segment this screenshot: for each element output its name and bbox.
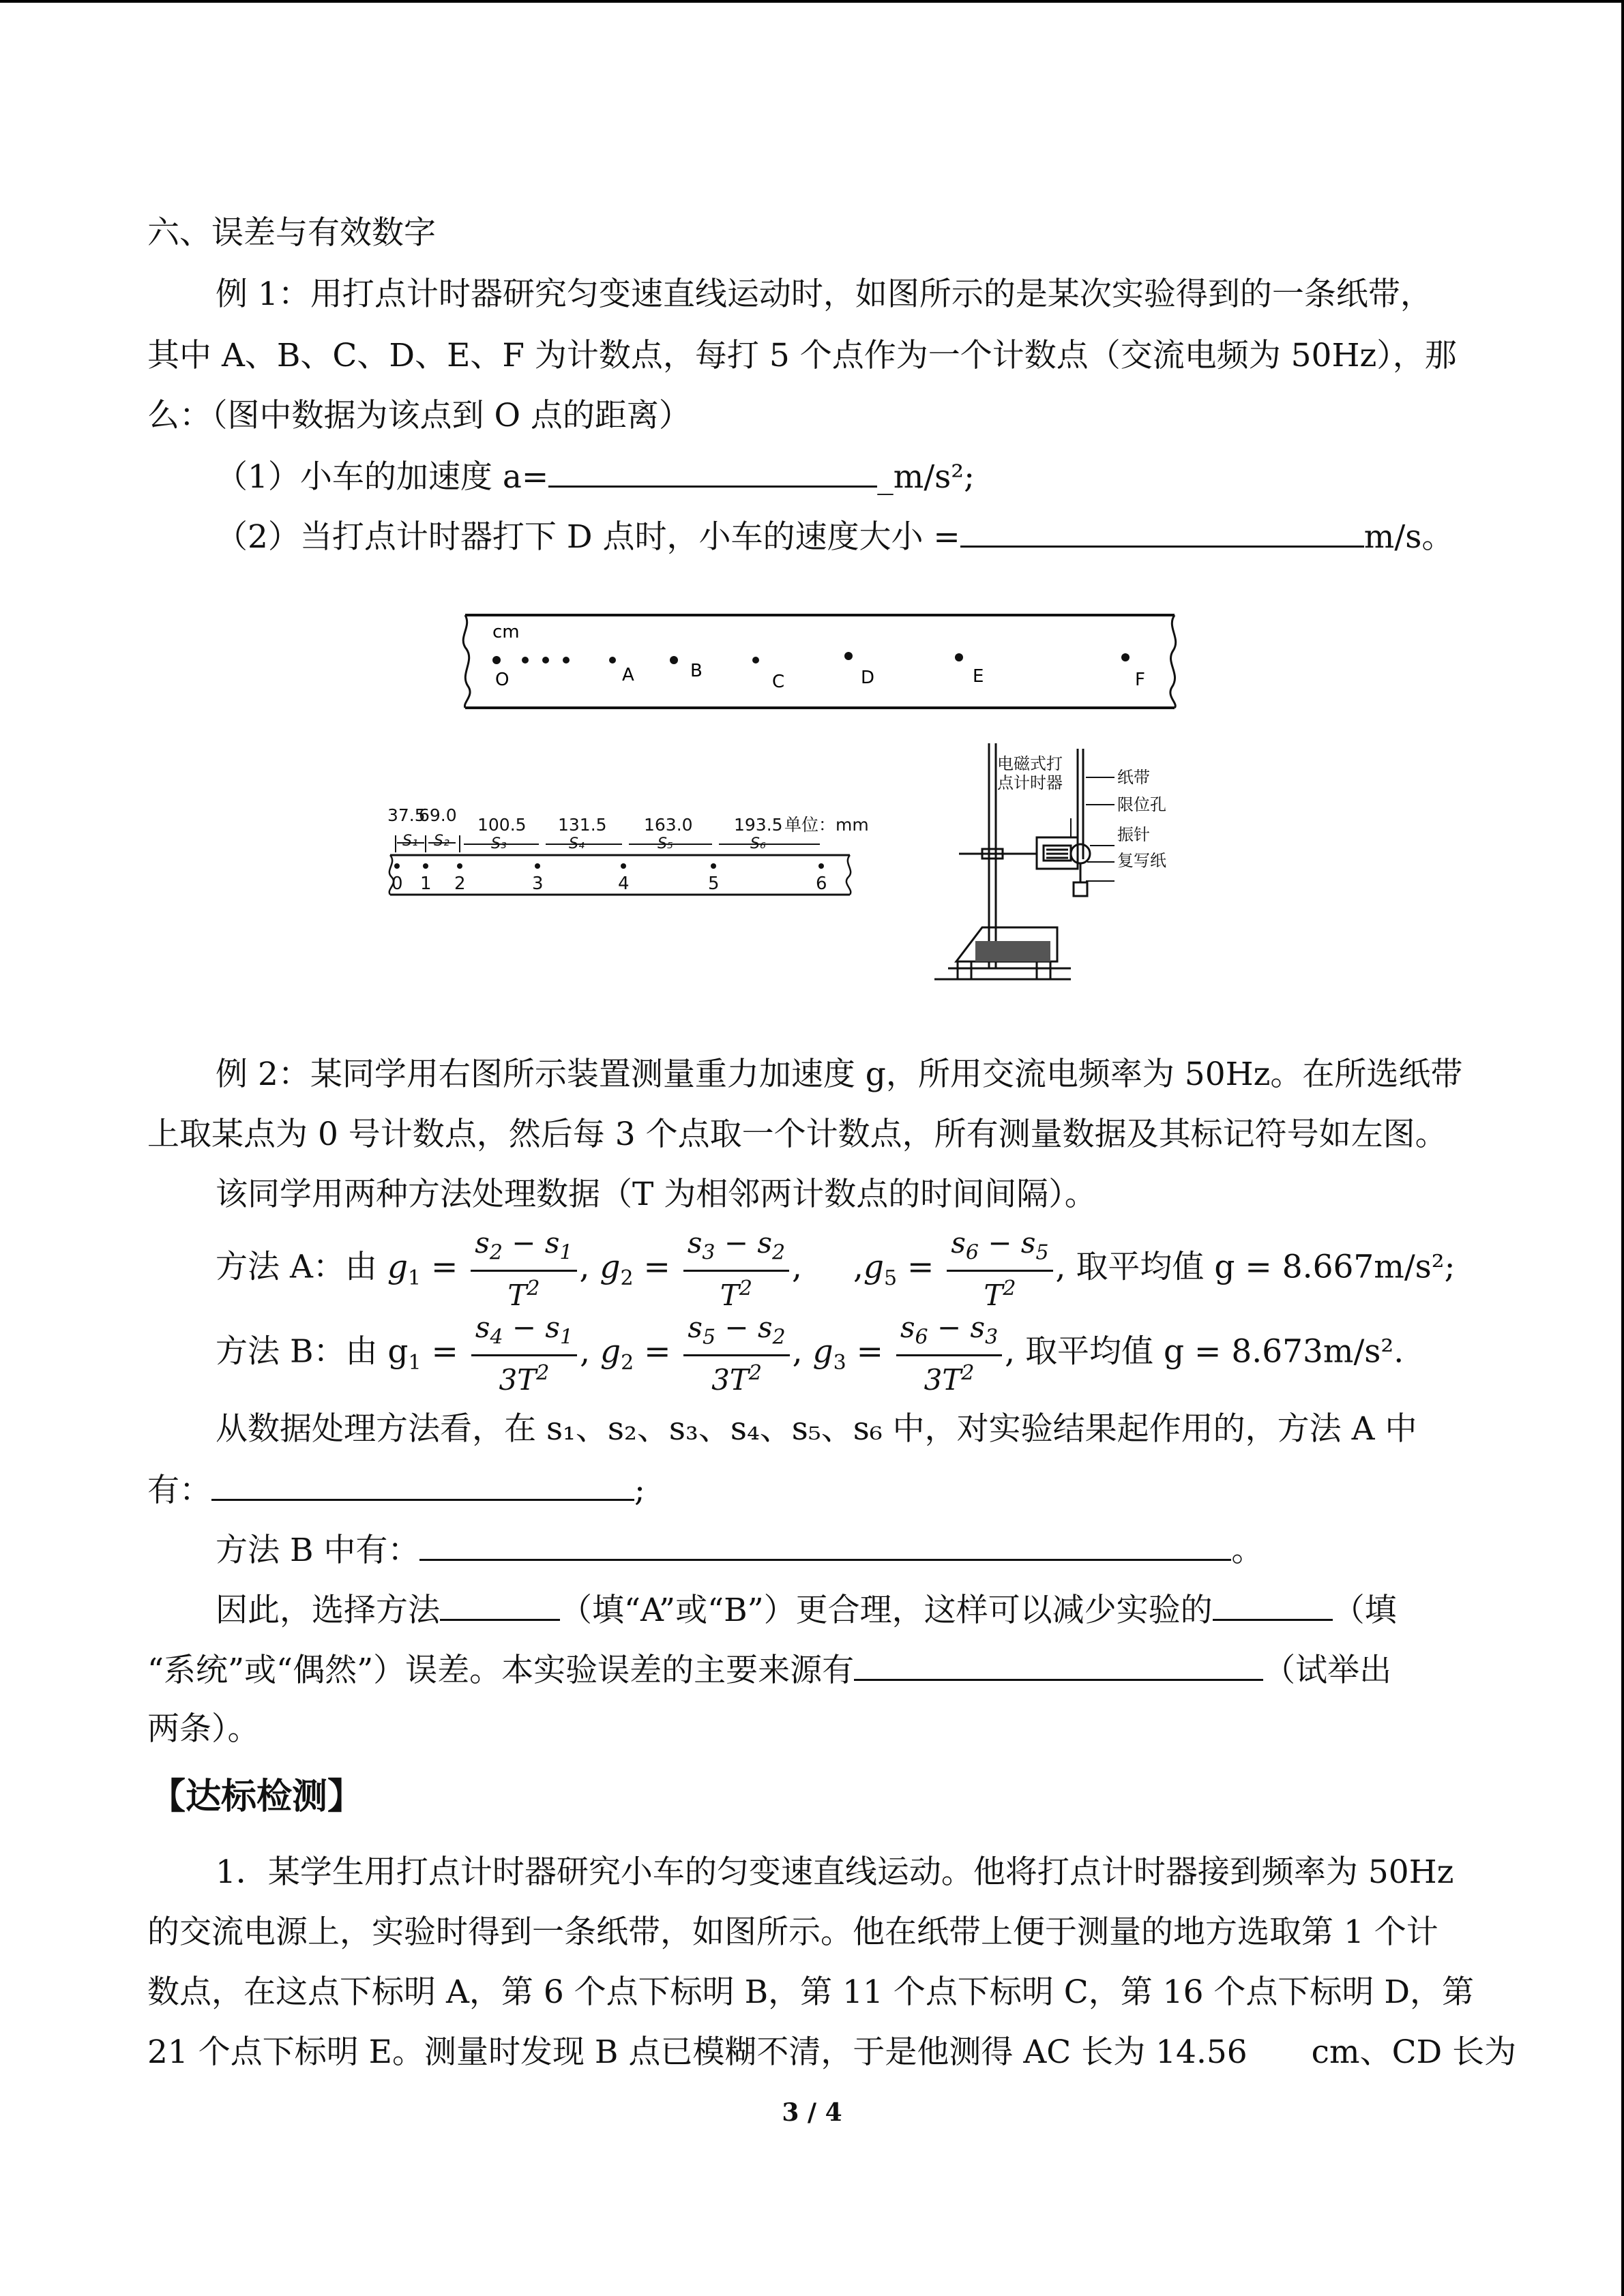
list-two-text: （试举出 — [1263, 1652, 1392, 1689]
example2-question-line2 — [147, 1469, 645, 1511]
example2-question-line4 — [216, 1589, 1397, 1631]
tape1-dot — [492, 656, 501, 664]
tape1-label-B: B — [690, 661, 703, 681]
tape2-distance-3: 100.5 — [477, 815, 527, 835]
method-b-prefix: 方法 B：由 — [216, 1332, 378, 1371]
tape1-dot — [1121, 653, 1130, 661]
tape2-dot — [711, 863, 716, 869]
tape1-label-C: C — [772, 672, 785, 692]
tape2-dot — [457, 863, 462, 869]
tape2-dot — [394, 863, 400, 869]
tape2-label-4: 4 — [618, 874, 630, 894]
q1-suffix: _m/s²; — [877, 458, 975, 496]
tape2-label-6: 6 — [816, 874, 827, 894]
fraction-g5: $\frac{s_6 - s_5}{T^2}$ — [947, 1226, 1052, 1313]
example2-question-line3 — [216, 1529, 1263, 1571]
example2-question-line5 — [147, 1649, 1391, 1691]
example2-question-line1: 从数据处理方法看，在 s₁、s₂、s₃、s₄、s₅、s₆ 中，对实验结果起作用的，方法 A 中 — [216, 1410, 1417, 1448]
page-number: 3 / 4 — [782, 2098, 842, 2127]
fraction-g2: $\frac{s_3 - s_2}{T^2}$ — [683, 1226, 789, 1313]
apparatus-label-timer-2: 点计时器 — [997, 773, 1063, 792]
error-type-blank[interactable] — [1213, 1589, 1333, 1621]
tape2-label-5: 5 — [708, 874, 720, 894]
error-source-blank[interactable] — [854, 1649, 1263, 1681]
fill-text: （填 — [1332, 1592, 1397, 1629]
tape1-dot — [609, 657, 616, 664]
paper-tape-figure-1 — [457, 607, 1187, 716]
tape1-dot — [844, 652, 853, 660]
paper-tape-figure-2 — [375, 798, 907, 914]
example2-line1: 例 2：某同学用右图所示装置测量重力加速度 g，所用交流电频率为 50Hz。在所选纸带 — [216, 1056, 1463, 1093]
tape2-distance-6: 193.5 — [734, 815, 783, 835]
tape2-label-1: 1 — [420, 874, 432, 894]
apparatus-label-carbon: 复写纸 — [1117, 851, 1166, 870]
example2-question-line6: 两条）。 — [147, 1710, 260, 1748]
example1-line1: 例 1：用打点计时器研究匀变速直线运动时，如图所示的是某次实验得到的一条纸带， — [216, 275, 1432, 313]
tape2-distance-4: 131.5 — [558, 815, 607, 835]
tape1-dot — [522, 657, 529, 664]
standards-line2: 的交流电源上，实验时得到一条纸带，如图所示。他在纸带上便于测量的地方选取第 1 个计 — [147, 1913, 1438, 1951]
apparatus-label-tape: 纸带 — [1117, 768, 1150, 787]
page-border-right — [1621, 0, 1624, 2296]
tape2-seg-s5: S₅ — [658, 835, 673, 852]
method-b-formula: 方法 B：由 $g_1$ = $\frac{s_4 - s_1}{3T^2}$ , $g_2$ = $\frac{s_5 - s_2}{3T^2}$ , $g_3$ = $\frac{s_6 - s_3}{3T^2}$ , 取平均值 g = 8.673m/s². — [216, 1311, 1404, 1397]
tape2-dot — [535, 863, 540, 869]
fraction-g1: $\frac{s_2 - s_1}{T^2}$ — [471, 1226, 576, 1313]
tape2-seg-s1: S₁ — [402, 833, 418, 850]
method-a-prefix: 方法 A：由 — [216, 1248, 377, 1286]
q2-prefix: （2）当打点计时器打下 D 点时，小车的速度大小 = — [216, 518, 960, 556]
tape2-label-3: 3 — [532, 874, 544, 894]
standards-line1: 1．某学生用打点计时器研究小车的匀变速直线运动。他将打点计时器接到频率为 50Hz — [216, 1853, 1454, 1891]
example1-question1 — [216, 456, 975, 498]
q2-suffix: m/s。 — [1363, 518, 1454, 556]
standards-heading: 【达标检测】 — [150, 1776, 364, 1817]
tape2-distance-5: 163.0 — [644, 815, 693, 835]
q1-answer-blank[interactable] — [548, 456, 877, 488]
method-a-result: 取平均值 g = 8.667m/s²; — [1076, 1248, 1456, 1286]
apparatus-label-needle: 振针 — [1117, 825, 1150, 844]
apparatus-label-hole: 限位孔 — [1117, 795, 1166, 814]
tape2-seg-s4: S₄ — [569, 835, 585, 852]
example2-line2: 上取某点为 0 号计数点，然后每 3 个点取一个计数点，所有测量数据及其标记符号如左图。 — [147, 1116, 1447, 1153]
tape2-seg-s6: S₆ — [750, 835, 766, 852]
tape1-dot — [563, 657, 570, 664]
tape2-seg-s3: S₃ — [491, 835, 507, 852]
standards-line3: 数点，在这点下标明 A，第 6 个点下标明 B，第 11 个点下标明 C，第 16 个点下标明 D，第 — [147, 1973, 1475, 2011]
method-a-answer-suffix: ; — [634, 1472, 645, 1509]
tape2-dot — [423, 863, 428, 869]
method-b-answer-blank[interactable] — [419, 1529, 1231, 1561]
tape2-unit: 单位：mm — [784, 815, 869, 835]
fill-ab-text: （填“A”或“B”）更合理，这样可以减少实验的 — [560, 1592, 1213, 1629]
tape1-dot — [542, 657, 549, 664]
tape1-label-A: A — [622, 665, 634, 685]
free-fall-apparatus-figure — [934, 736, 1221, 1023]
tape1-dot — [955, 653, 963, 661]
tape2-label-0: 0 — [392, 874, 403, 894]
method-a-answer-blank[interactable] — [211, 1469, 634, 1501]
standards-line4: 21 个点下标明 E。测量时发现 B 点已模糊不清，于是他测得 AC 长为 14.56 cm、CD 长为 — [147, 2033, 1517, 2071]
tape2-distance-2: 69.0 — [419, 805, 457, 825]
tape1-label-O: O — [495, 670, 510, 690]
tape1-dot — [670, 656, 678, 664]
tape2-dot — [818, 863, 824, 869]
example2-line3: 该同学用两种方法处理数据（T 为相邻两计数点的时间间隔）。 — [216, 1176, 1097, 1213]
section-title: 六、误差与有效数字 — [147, 214, 436, 252]
method-b-answer-prefix: 方法 B 中有： — [216, 1532, 420, 1569]
tape1-label-E: E — [973, 666, 984, 687]
tape2-seg-s2: S₂ — [434, 833, 449, 850]
q2-answer-blank[interactable] — [960, 516, 1364, 548]
apparatus-label-timer-1: 电磁式打 — [997, 754, 1063, 773]
example1-line3: 么：（图中数据为该点到 O 点的距离） — [147, 397, 691, 434]
tape2-dot — [621, 863, 626, 869]
page-border-top — [0, 0, 1624, 3]
choose-method-text: 因此，选择方法 — [216, 1592, 440, 1629]
tape1-unit: cm — [492, 622, 520, 642]
tape1-label-D: D — [861, 668, 875, 688]
example1-line2: 其中 A、B、C、D、E、F 为计数点，每打 5 个点作为一个计数点（交流电频为 50Hz），那 — [147, 337, 1457, 374]
fraction-b-g3: $\frac{s_6 - s_3}{3T^2}$ — [896, 1311, 1002, 1397]
method-a-answer-prefix: 有： — [147, 1472, 211, 1509]
error-source-text: “系统”或“偶然”）误差。本实验误差的主要来源有 — [147, 1652, 855, 1689]
method-b-answer-suffix: 。 — [1231, 1532, 1264, 1569]
example1-question2 — [216, 516, 1453, 558]
tape1-dot — [752, 657, 759, 664]
fraction-b-g1: $\frac{s_4 - s_1}{3T^2}$ — [471, 1311, 577, 1397]
q1-prefix: （1）小车的加速度 a= — [216, 458, 549, 496]
tape2-distance-1: 37.5 — [387, 805, 426, 825]
choose-method-blank[interactable] — [440, 1589, 560, 1621]
tape1-label-F: F — [1135, 670, 1145, 690]
method-a-formula: 方法 A：由 $g_1$ = $\frac{s_2 - s_1}{T^2}$ , $g_2$ = $\frac{s_3 - s_2}{T^2}$ , $,g_5$ = $\frac{s_6 - s_5}{T^2}$ , 取平均值 g = 8.667m/s²; — [216, 1226, 1456, 1313]
method-b-result: 取平均值 g = 8.673m/s². — [1025, 1332, 1404, 1371]
tape2-label-2: 2 — [454, 874, 466, 894]
fraction-b-g2: $\frac{s_5 - s_2}{3T^2}$ — [683, 1311, 789, 1397]
